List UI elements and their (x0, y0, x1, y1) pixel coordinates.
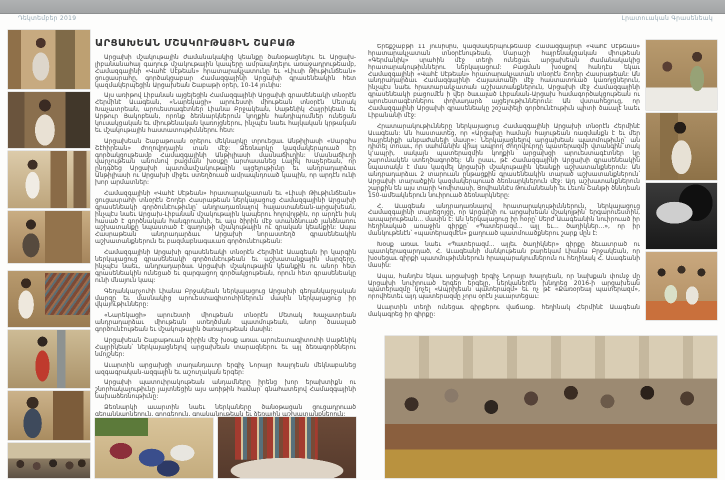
photo-young-man-singing (646, 113, 717, 180)
paragraph: Համազգայինի Արցախի գրասենեակի տնօրէն Հերմինէ Աւագեան իր կարգին ներկայացուց գրասենեակի գործունէութեան եւ աշխատանքային մարզերը, ինչպէս նաեւ, անդրադարձաւ Արցախի մշակութային կեանքին ու անոր հետ գրասենեակին ունեցած եւ զարգացող գործակցութեան, որուն հետ գրասենեակը ունի մնայուն կապ: (95, 249, 356, 284)
photo-seated-woman-speaking (8, 211, 90, 263)
paragraph: Աւարտին տեղի ունեցաւ գիրքերու վաճառք. հեղինակ Հերմինէ Աւագեան մակագրեց իր գիրքը: (368, 304, 640, 319)
right-page-text-column (368, 44, 640, 332)
page-headline: ԱՐՑԱԽԵԱՆ ՄՇԱԿՈՒԹԱՅԻՆ ՇԱԲԱԹ (95, 38, 296, 49)
photo-audience-in-hall (385, 336, 717, 478)
header-office: Լրատուական Գրասենեակ (621, 15, 713, 22)
paragraph: Խօսք առաւ նաեւ «Պատերազմ... այլեւ ծաղիկներ» գիրքը ձեւաւորած ու պատկերազարդած, Հ. Աւագեանի մանկութեան բարեկամ Լիանա Բրջակեան, որ խօսեցաւ գիրքի պատմութիւններուն հրապարակումներուն ու հեղինակ Հ. Աւագեանի մասին: (368, 241, 640, 269)
photo-woman-speaking-at-microphone (8, 30, 90, 89)
photo-two-women-at-table (646, 40, 717, 110)
paragraph: Ձեռնարկի աւարտին նաեւ ներկաները ծանօթացան ցուցադրուած գեղանկարներուն, գորգերուն, գրականութեան եւ ձեռային աշխատանքներուն: (95, 404, 356, 416)
paragraph: Այս առիթով Լիբանան այցելեցին Համազգայինի Արցախի գրասենեակի տնօրէն Հերմինէ Աւագեան, «Նարեկացի» արուեստի միութեան տնօրէն Մետակ Խաչատրեան, արուեստագէտներ Լիանա Բրջակեան, Սաթենիկ Հայրիկեան եւ Արթուր Յակոբեան, որոնք ձեռնարկներուն կողքին հանդիպումներ ունեցան կուսակցական եւ միութենական կառոյցներու, ինչպէս նաեւ հայկական կրթական եւ մշակութային հաստատութիւններու հետ: (95, 92, 356, 134)
paragraph: «Նարեկացի» արուեստի միութեան տնօրէն Մետակ Խաչատրեան անդրադարձաւ միութեան ստեղծման պատմութեան, անոր ծաւալած գործունէութեան եւ մշակութային ծառայութեան մասին: (95, 312, 356, 334)
photo-book-display-table (95, 418, 213, 478)
paragraph: Ապա, հանդէս եկաւ արցախցի երգիչ Նորայր Խալոյեան, որ նախքան փունջ մը Արցախի նուիրուած երգեր երգելը, ներկաներէն խնդրեց 2016-ի արցախեան պատերազմը կոչել «Ապրիլեան պատերազմ» եւ ոչ թէ «Քառօրեայ պատերազմ», որովհետեւ այդ պատերազմը չորս օրէն չաւարտեցաւ: (368, 272, 640, 301)
photo-woman-in-red-dress (8, 330, 90, 388)
paragraph: Երեքշաբթի 11 յունիսին, կազմակերպութեամբ Համազգայինի «Վահէ Սէթեան» հրատարակչատան տնօրէնութեան, Մարաշի հայրենակցական միութեան «Գերմանիկ» սրահին մէջ տեղի ունեցաւ արցախեան ժամանակակից հրատարակութիւններու ներկայացում: Բացման խօսքով հանդէս եկաւ Համազգայինի «Վահէ Սէթեան» հրատարակչատան տնօրէն Շողեր Հասրաթեան: Ան անդրադարձաւ Համազգայինի Հայաստանի մէջ հաստատուած կառոյցներուն, ինչպէս նաեւ հրատարակչատան աշխատանքներուն, Արցախի մէջ Համազգայինի գրասենեակի բացումէն ի վեր ծաւալած Լիբանան-Արցախ համագործակցութեան ու արուեստագէտներու փոխադարձ այցելութիւններուն: Ան վստահեցուց, որ Համազգայինի Արցախի գրասենեակը շօշափելի գործունէութիւն պիտի ծաւալէ նաեւ Լիբանանի մէջ: (368, 44, 640, 119)
photo-man-presenting-carpets (8, 271, 90, 327)
header-date: Դեկտեմբեր 2019 (18, 15, 77, 22)
photo-audience-in-gallery (8, 443, 90, 478)
paragraph: Արցախի մշակութային ժամանակակից կեանքը ծանօթացնելու եւ Արցախ-լիբանանահայ գաղութ մշակութային կապերը ամրապնդելու առաջադրութեամբ, Համազգայինի «Վահէ Սէթեան» հրատարակչատունը եւ «Լիւսի Թիւթիւնճեան» ցուցասրահը, գործակցաբար Համազգայինի Արցախի գրասենեակին հետ կազմակերպեցին Արցախեան Շաբաթի օրեր, 10-14 յունիս: (95, 54, 356, 89)
paragraph: Աւարտին արցախցի տաղանդաւոր երգիչ Նորայր Խալոյեան մեկնաբանեց ազգագրական-ազգային եւ աշուղական երգեր: (95, 361, 356, 376)
paragraph: Հրատարակութիւնները ներկայացուց Համազգայինի Արցախի տնօրէն Հերմինէ Աւագեան: Ան հաստատեց, որ «Արցախը համայն հայութեան ռազմանքն է եւ մեր հայրենիքի անբաժանելի մասը»: Ներկայացնելով արցախեան պատմութիւնը՝ ան դիտել տուաւ, որ սահմանին վրայ ապրող ժողովուրդը պատերազմի վտանգին տակ կ՚ապրի, սակայն պատերազմին կողքին արցախցի արուեստագէտներ կը շարունակեն ստեղծագործել: Ան ըսաւ, թէ Համազգայինի Արցախի գրասենեակին նպատակն է մաս կազմել Արցախի մշակութային կեանքի աշխատանքներուն: Ան անդրադարձաւ 2 տարուան ընթացքին գրասենեակին տարած աշխատանքներուն՝ Արցախի տարածքին կազմակերպուած ձեռնարկներուն մէջ: Այդ աշխատանքներուն շարքին են այս տարի Կոմիտասի, Յովհաննէս Թումանեանի եւ Լեւոն Շանթի ծննդեան 150-ամեակներուն նուիրուած ձեռնարկները: (368, 122, 640, 199)
paragraph: Արցախեան Շաբաթուան օրերու մեկնարկը տրուեցաւ Անթիլիասի «Սարգիս Շէհիրեան» ժողովրդային տան մէջ: Ձեռնարկը կազմակերպուած էր գործակցութեամբ Համազգայինի Անթիլիասի մասնաճիւղին: Մասնաճիւղի վարչութեան անունով բացման խօսքը արտասանեց Լալիկ Խաչերեան, որ ընդգծեց Արցախի պատմամշակութային այցելութիւնը եւ անդրադարձաւ Անթիլիասի ու Արցախի միջեւ ստեղծուած ամրապնդուած կապին, որ արդէն ունի խոր արմատներ: (95, 137, 356, 187)
paragraph: Արցախի պատուիրակութեան անդամները իրենց խոր երախտիքն ու շնորհակալութիւնը յայտնեցին այս առիթին համար՝ գնահատելով Համազգայինի նախաձեռնութիւնը: (95, 379, 356, 401)
photo-woman-in-white-presenting (8, 151, 90, 208)
paragraph: Գեղանկարչուհի Լիանա Բրջակեան ներկայացուց Արցախի գեղանկարչական մարզը եւ մասնակից արուեստագիտուհիներուն մասին ներկայացուց իր վկայութիւնները: (95, 287, 356, 309)
photo-group-on-orange-chairs (646, 252, 717, 320)
paragraph: Հ. Աւագեան անդրադառնալով հրատարակութիւններուն, ներկայացուց Համազգայինի տարեցոյցը, որ Արցախի ու արցախեան մշակոյթին՝ երգարուեստին, ասպարութեան... մասին է: Ան ներկայացուց իր հօրը՝ Սերժ Աւագեանին նուիրուած իր հեղինակած առաջին գիրքը՝ «Պատերազմ... այլ եւ... ծաղիկներ...», որ իր մանկութենէն՝ «պատերազմէն» քաղուած պատմուածքներու շարք մըն է: (368, 202, 640, 238)
paragraph: Արցախեան Շաբաթուան ծիրին մէջ խօսք առաւ արուեստագիտուհի Սաթենիկ Հայրիկեան՝ ներկայացնելով արցախեան տարազներու եւ այլ ձեռագործներու նմոյշներ: (95, 336, 356, 358)
top-band (0, 0, 725, 14)
photo-man-in-dark-shirt-speaking (8, 391, 90, 440)
left-page-text-column (95, 38, 356, 416)
photo-book-closeup (646, 183, 717, 249)
photo-bearded-man-speaking (8, 92, 90, 148)
photo-carpet-exhibition (218, 417, 356, 478)
paragraph: Համազգայինի «Վահէ Սէթեան» հրատարակչատան եւ «Լիւսի Թիւթիւնճեան» ցուցասրահի տնօրէն Շողեր Հասրաթեան ներկայացուց Համազգայինի Արցախի գրասենեակի գործունէութիւնը՝ անդրադառնալով հայաստանեան-արցախեան, ինչպէս նաեւ Արցախ-Լիբանան մշակութային կապերու հոլովոյթին, որ արդէն իսկ հասած է գործնական հանգրուանի, եւ այս ծիրին մէջ ստանձնուած յանձնառու աշխատանքը նպաստած է գաղութի մշակութային ու գրական կեանքին: Ապա Հասրաթեան անդրադարձաւ Արցախի նորաստեղծ գրասենեակին աշխատանքներուն եւ բազմաբնագաւառ գործունէութեան: (95, 190, 356, 246)
